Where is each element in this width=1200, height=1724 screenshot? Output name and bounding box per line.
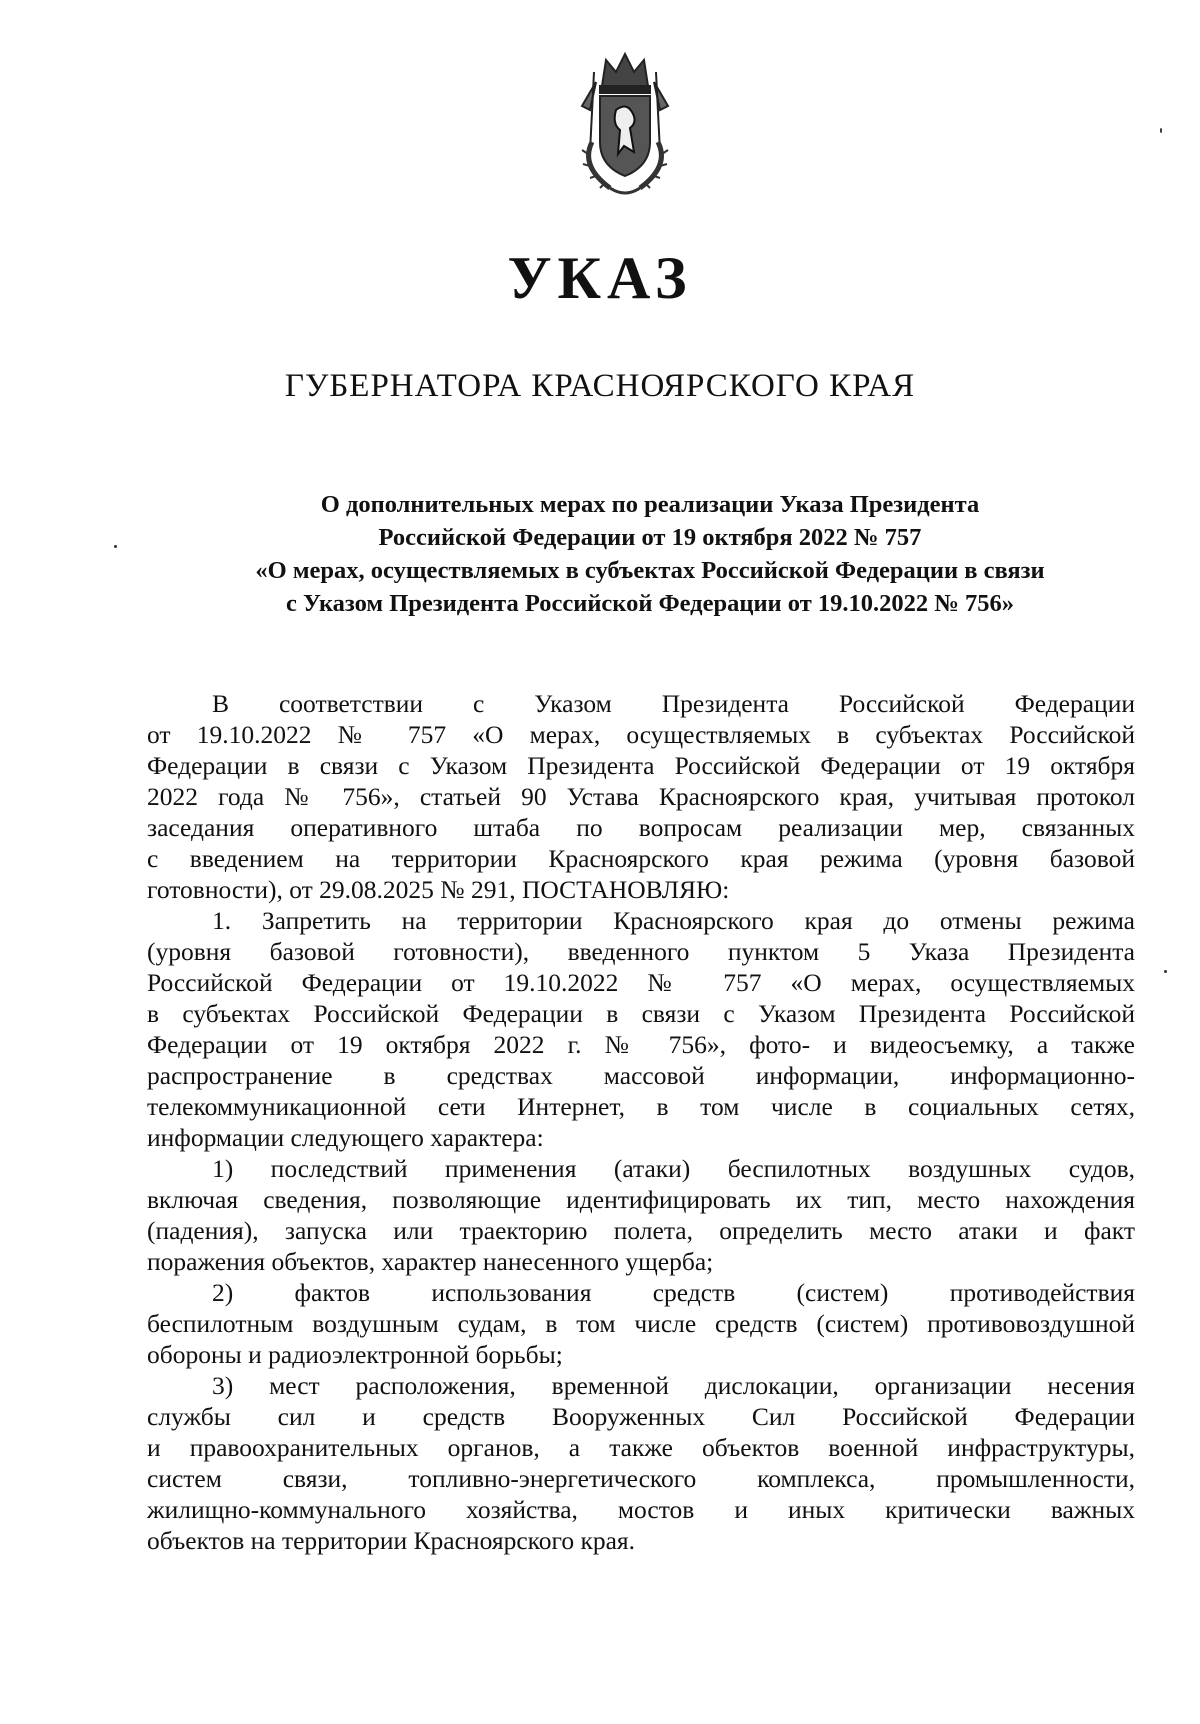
body-line: в субъектах Российской Федерации в связи с Указом Президента Российской: [147, 999, 1135, 1028]
body-line: систем связи, топливно-энергетического комплекса, промышленности,: [147, 1464, 1135, 1493]
body-line: информации следующего характера:: [147, 1123, 544, 1152]
coat-of-arms-icon: [560, 42, 690, 202]
scan-speck: [114, 545, 117, 548]
heading-line: «О мерах, осуществляемых в субъектах Российской Федерации в связи: [255, 557, 1045, 584]
body-line: от 19.10.2022 № 757 «О мерах, осуществляемых в субъектах Российской: [147, 720, 1135, 749]
document-body: [147, 688, 1135, 1556]
document-heading: [150, 488, 1150, 620]
body-line: 3) мест расположения, временной дислокации, организации несения: [212, 1371, 1135, 1400]
body-line: Федерации в связи с Указом Президента Российской Федерации от 19 октября: [147, 751, 1135, 780]
body-line: телекоммуникационной сети Интернет, в том числе в социальных сетях,: [147, 1092, 1135, 1121]
body-line: беспилотным воздушным судам, в том числе средств (систем) противовоздушной: [147, 1309, 1135, 1338]
scan-speck: [1160, 128, 1162, 133]
body-line: (падения), запуска или траекторию полета, определить место атаки и факт: [147, 1216, 1135, 1245]
body-line: службы сил и средств Вооруженных Сил Российской Федерации: [147, 1402, 1135, 1431]
body-line: обороны и радиоэлектронной борьбы;: [147, 1340, 563, 1369]
body-line: включая сведения, позволяющие идентифицировать их тип, место нахождения: [147, 1185, 1135, 1214]
body-line: 2) фактов использования средств (систем) противодействия: [212, 1278, 1135, 1307]
body-line: распространение в средствах массовой информации, информационно-: [147, 1061, 1135, 1090]
body-line: Российской Федерации от 19.10.2022 № 757 «О мерах, осуществляемых: [147, 968, 1135, 997]
body-line: готовности), от 29.08.2025 № 291, ПОСТАНОВЛЯЮ:: [147, 875, 730, 904]
heading-line: с Указом Президента Российской Федерации от 19.10.2022 № 756»: [285, 590, 1015, 617]
body-line: жилищно-коммунального хозяйства, мостов и иных критически важных: [147, 1495, 1135, 1524]
body-line: заседания оперативного штаба по вопросам реализации мер, связанных: [147, 813, 1135, 842]
body-line: 2022 года № 756», статьей 90 Устава Красноярского края, учитывая протокол: [147, 782, 1135, 811]
body-line: с введением на территории Красноярского края режима (уровня базовой: [147, 844, 1135, 873]
issuer-title: ГУБЕРНАТОРА КРАСНОЯРСКОГО КРАЯ: [284, 368, 916, 404]
body-line: объектов на территории Красноярского края.: [147, 1526, 635, 1555]
body-line: 1) последствий применения (атаки) беспилотных воздушных судов,: [212, 1154, 1135, 1183]
coat-of-arms-emblem: [560, 42, 690, 202]
body-line: В соответствии с Указом Президента Российской Федерации: [212, 689, 1135, 718]
body-line: Федерации от 19 октября 2022 г. № 756», фото- и видеосъемку, а также: [147, 1030, 1135, 1059]
body-line: и правоохранительных органов, а также объектов военной инфраструктуры,: [147, 1433, 1135, 1462]
body-line: (уровня базовой готовности), введенного пунктом 5 Указа Президента: [147, 937, 1135, 966]
heading-line: Российской Федерации от 19 октября 2022 № 757: [378, 524, 922, 551]
body-line: поражения объектов, характер нанесенного ущерба;: [147, 1247, 714, 1276]
scan-speck: [1164, 970, 1167, 973]
document-type: УКАЗ: [507, 245, 693, 311]
heading-line: О дополнительных мерах по реализации Указа Президента: [320, 491, 980, 518]
body-line: 1. Запретить на территории Красноярского края до отмены режима: [212, 906, 1135, 935]
